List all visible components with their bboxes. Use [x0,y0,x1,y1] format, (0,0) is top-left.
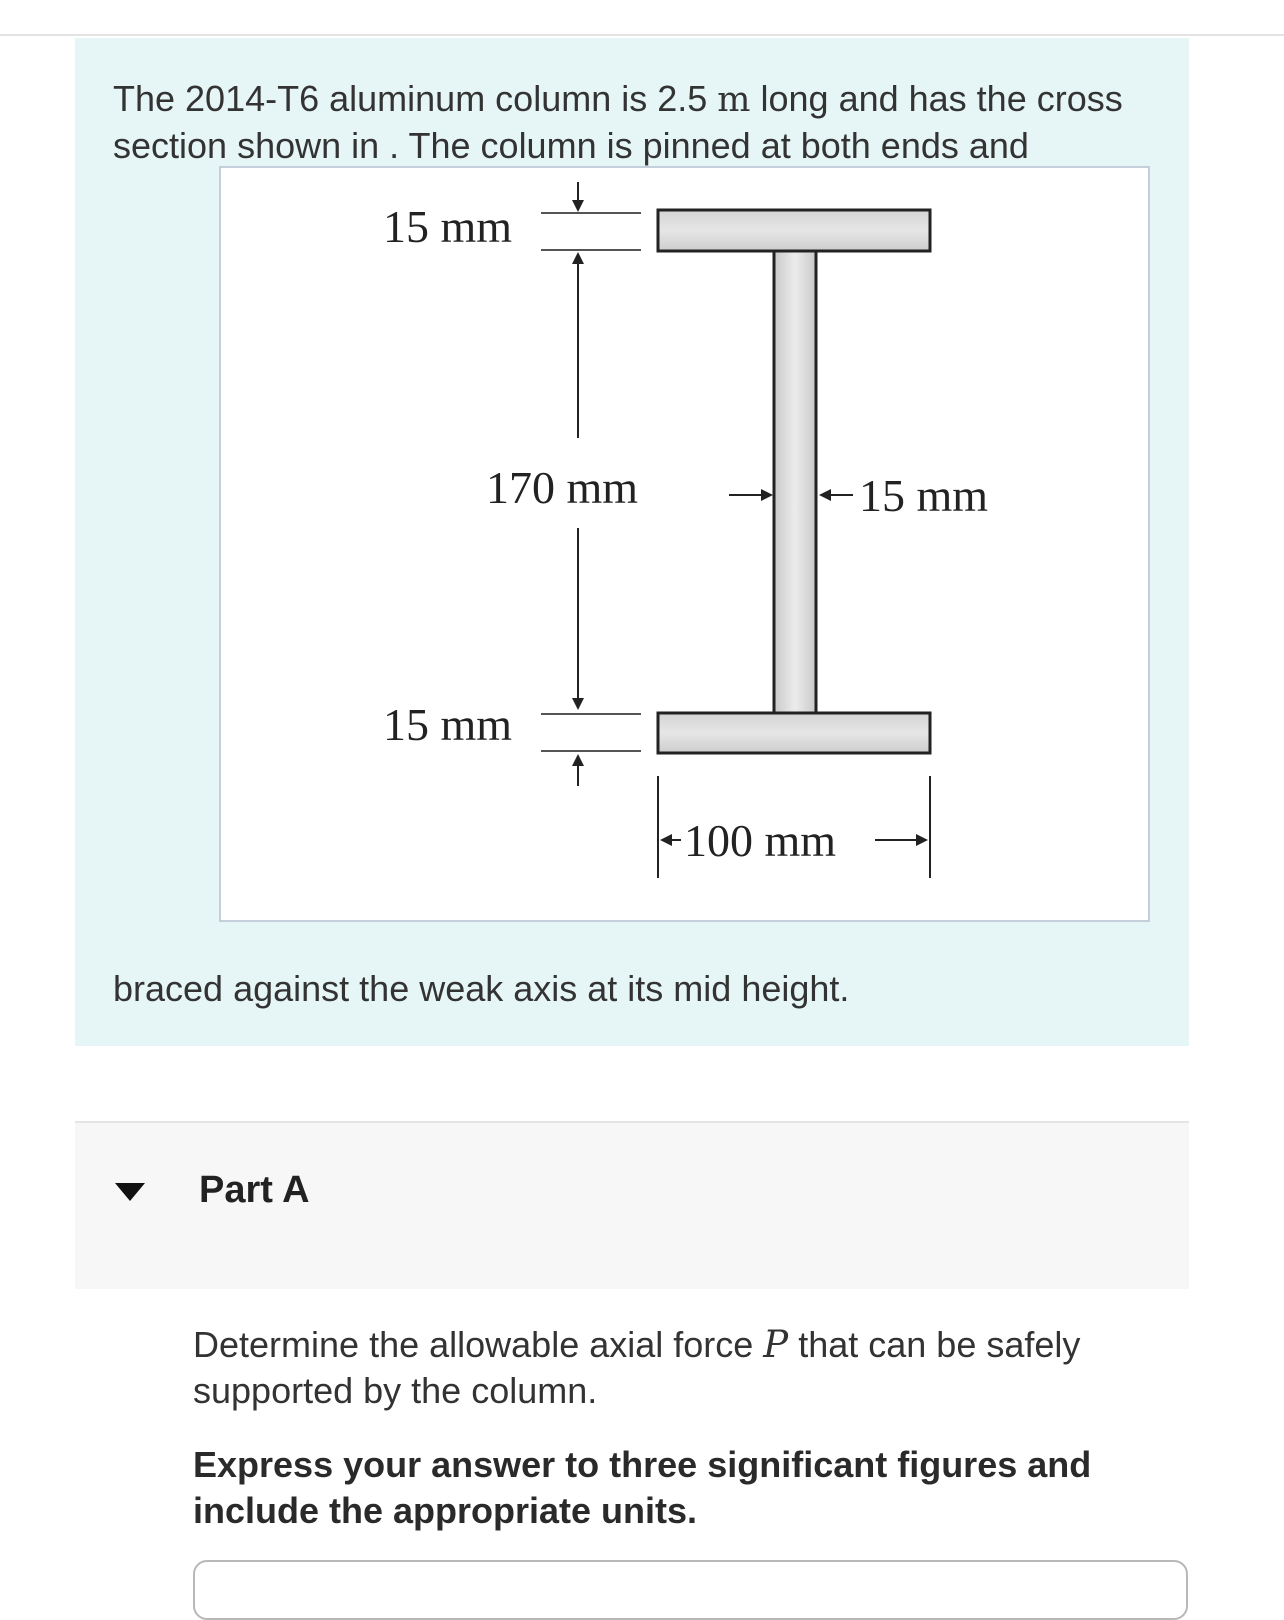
answer-box[interactable] [193,1560,1188,1620]
web-thickness-label: 15 mm [859,470,989,521]
web-arrow-down [572,698,584,710]
web [774,251,816,716]
web-thk-arrow-left-head [761,489,773,501]
part-a-header[interactable] [75,1121,1189,1289]
i-beam-diagram [221,168,1148,920]
bottom-flange-label: 15 mm [383,699,513,750]
width-arrow-right [916,834,928,846]
top-flange [658,210,930,251]
top-divider [0,34,1284,36]
part-title: Part A [199,1169,310,1211]
question-part2: that can be safely supported by the column. [193,1324,1081,1411]
length-unit: m [717,80,751,120]
answer-instruction: Express your answer to three significant figures and include the appropriate units. [193,1444,1092,1531]
collapse-caret-icon[interactable] [115,1183,145,1201]
problem-text-part3: braced against the weak axis at its mid height. [113,968,850,1009]
problem-text-part1: The 2014-T6 aluminum column is 2.5 [113,78,718,119]
bottom-flange [658,713,930,753]
problem-text-part2: long and has the cross section shown in . The column is pinned at both ends and [113,78,1123,166]
question-variable: P [763,1323,789,1366]
problem-text [113,76,1173,169]
cross-section-figure [219,166,1150,922]
web-height-label: 170 mm [486,462,639,513]
flange-width-label: 100 mm [684,815,837,866]
top-arrow-down [572,200,584,212]
question-part1: Determine the allowable axial force [193,1324,764,1365]
question-text [193,1322,1173,1414]
top-flange-label: 15 mm [383,201,513,252]
problem-statement [75,38,1189,1046]
